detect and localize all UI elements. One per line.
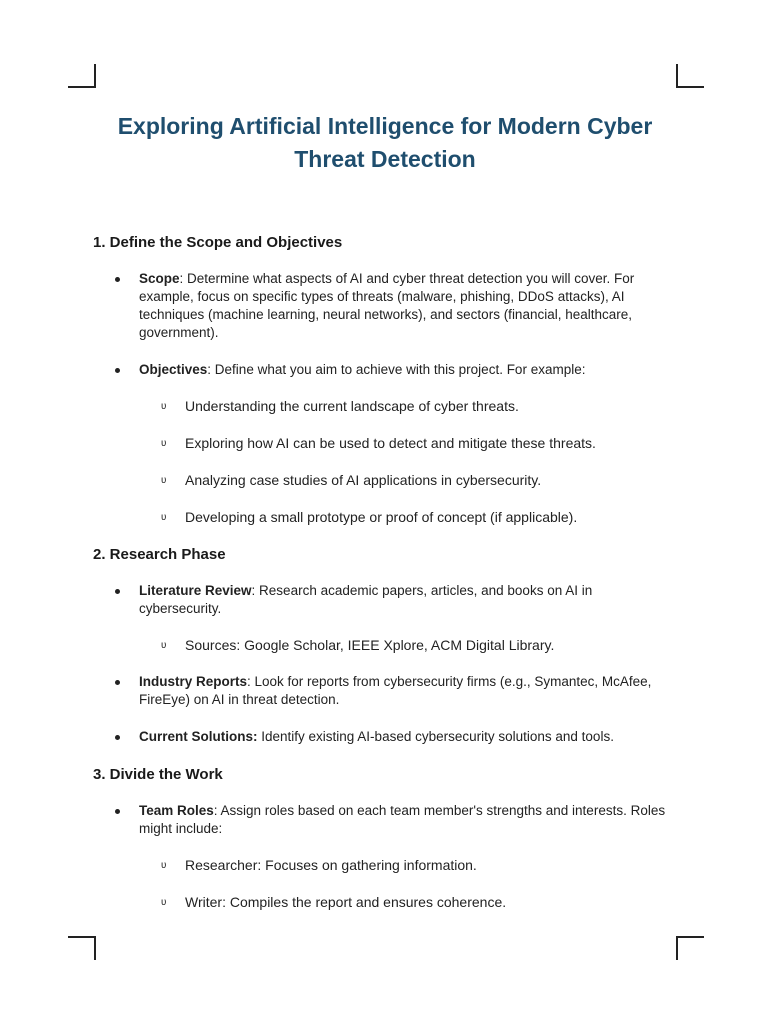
sub-list-item xyxy=(139,397,678,415)
bullet-list xyxy=(93,270,678,526)
bullet-icon xyxy=(115,680,120,685)
item-text: : Assign roles based on each team member's strengths and interests. Roles might include: xyxy=(139,803,666,836)
item-text: : Research academic papers, articles, and books on AI in cybersecurity. xyxy=(139,583,593,616)
sub-item-text: Analyzing case studies of AI applications in cybersecurity. xyxy=(185,472,542,488)
list-item-scope xyxy=(93,270,678,342)
sub-list-item xyxy=(139,893,678,911)
list-item-objectives xyxy=(93,361,678,526)
crop-mark-bottom-right xyxy=(676,936,704,960)
sub-list-item xyxy=(139,508,678,526)
sub-list-item xyxy=(139,856,678,874)
bullet-icon xyxy=(115,735,120,740)
item-term: Scope xyxy=(139,271,180,286)
crop-mark-top-left xyxy=(68,64,96,88)
sub-bullet-icon: ʋ xyxy=(161,438,167,449)
sub-list-item xyxy=(139,434,678,452)
list-item-industry-reports xyxy=(93,673,678,709)
section-heading-divide-work: 3. Divide the Work xyxy=(93,766,223,783)
item-text: : Determine what aspects of AI and cyber threat detection you will cover. For example, focus on specific types of threats (malware, phishing, DDoS attacks), AI techniques (machine learning, neural networks), and sectors (financial, healthcare, government). xyxy=(139,271,635,340)
sub-bullet-icon: ʋ xyxy=(161,401,167,412)
section-heading-research: 2. Research Phase xyxy=(93,546,226,563)
sub-item-text: Writer: Compiles the report and ensures coherence. xyxy=(185,894,507,910)
sub-list-item xyxy=(139,471,678,489)
bullet-icon xyxy=(115,277,120,282)
crop-mark-bottom-left xyxy=(68,936,96,960)
crop-mark-top-right xyxy=(676,64,704,88)
sub-bullet-icon: ʋ xyxy=(161,860,167,871)
sub-item-text: Exploring how AI can be used to detect and mitigate these threats. xyxy=(185,435,596,451)
list-item-literature-review xyxy=(93,582,678,654)
sub-bullet-icon: ʋ xyxy=(161,512,167,523)
sub-item-text: Developing a small prototype or proof of concept (if applicable). xyxy=(185,509,578,525)
sub-bullet-icon: ʋ xyxy=(161,640,167,651)
bullet-icon xyxy=(115,589,120,594)
sub-list-item xyxy=(139,636,678,654)
list-item-current-solutions xyxy=(93,728,678,746)
list-item-team-roles xyxy=(93,802,678,911)
item-term: Team Roles xyxy=(139,803,214,818)
bullet-icon xyxy=(115,368,120,373)
item-text: : Look for reports from cybersecurity firms (e.g., Symantec, McAfee, FireEye) on AI in threat detection. xyxy=(139,674,652,707)
sub-list xyxy=(139,397,678,526)
sub-bullet-icon: ʋ xyxy=(161,475,167,486)
item-text: Identify existing AI-based cybersecurity solutions and tools. xyxy=(257,729,614,744)
sub-bullet-icon: ʋ xyxy=(161,897,167,908)
bullet-list xyxy=(93,802,678,911)
sub-list xyxy=(139,636,678,654)
document-title: Exploring Artificial Intelligence for Modern Cyber Threat Detection xyxy=(117,113,653,172)
sub-item-text: Sources: Google Scholar, IEEE Xplore, ACM Digital Library. xyxy=(185,637,555,653)
item-term: Literature Review xyxy=(139,583,252,598)
item-term: Current Solutions: xyxy=(139,729,258,744)
section-heading-scope: 1. Define the Scope and Objectives xyxy=(93,234,343,251)
item-term: Objectives xyxy=(139,362,208,377)
sub-item-text: Researcher: Focuses on gathering information. xyxy=(185,857,477,873)
item-text: : Define what you aim to achieve with this project. For example: xyxy=(207,362,586,377)
sub-list xyxy=(139,856,678,911)
sub-item-text: Understanding the current landscape of cyber threats. xyxy=(185,398,519,414)
bullet-list xyxy=(93,582,678,746)
bullet-icon xyxy=(115,809,120,814)
item-term: Industry Reports xyxy=(139,674,248,689)
document-body xyxy=(93,233,678,930)
